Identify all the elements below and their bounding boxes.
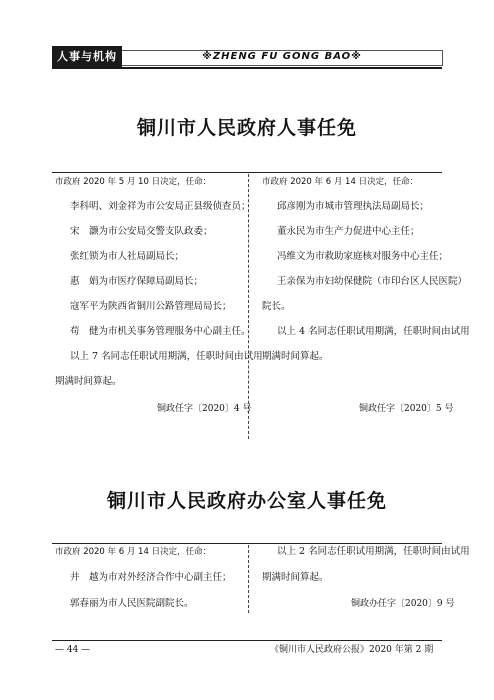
probation-note: 以上 2 名同志任职试用期满，任职时间由试用	[277, 546, 470, 557]
article1-top-rule	[52, 172, 442, 173]
appointment-line: 宋 灏为市公安局交警支队政委；	[70, 226, 213, 237]
appointment-line: 惠 娟为市医疗保障局副局长；	[70, 276, 204, 287]
publication-title: ※ZHENG FU GONG BAO※	[202, 51, 362, 62]
appointment-line: 苟 健为市机关事务管理服务中心副主任。	[70, 326, 251, 337]
article2-title: 铜川市人民政府办公室人事任免	[106, 490, 387, 512]
probation-note-cont: 期满时间算起。	[262, 572, 329, 583]
footer-rule	[52, 640, 442, 641]
appointment-line-cont: 院长。	[262, 301, 291, 312]
journal-name: 《铜川市人民政府公报》2020 年第 2 期	[270, 645, 434, 655]
section-tag: 人事与机构	[52, 46, 122, 68]
article1-title: 铜川市人民政府人事任免	[136, 117, 357, 139]
appointment-line: 张红锁为市人社局副局长；	[70, 251, 185, 262]
article2-left-decision: 市政府 2020 年 6 月 14 日决定，任命：	[55, 547, 212, 557]
appointment-line: 寇军平为陕西省铜川公路管理局局长；	[70, 301, 232, 312]
article2-column-divider	[248, 545, 249, 613]
appointment-line: 邱彦刚为市城市管理执法局副局长；	[277, 201, 430, 212]
article1-left-decision: 市政府 2020 年 5 月 10 日决定，任命：	[55, 177, 212, 187]
article1-right-decision: 市政府 2020 年 6 月 14 日决定，任命：	[262, 177, 419, 187]
appointment-line: 郭春丽为市人民医院副院长。	[70, 598, 194, 609]
appointment-line: 董永民为市生产力促进中心主任；	[277, 226, 420, 237]
probation-note: 以上 7 名同志任职试用期满，任职时间由试用	[70, 351, 263, 362]
document-ref: 铜政任字〔2020〕5 号	[359, 404, 454, 414]
appointment-line: 井 越为市对外经济合作中心副主任；	[70, 572, 232, 583]
article2-top-rule	[52, 543, 442, 544]
probation-note: 以上 4 名同志任职试用期满，任职时间由试用	[277, 326, 470, 337]
appointment-line: 王亲保为市妇幼保健院（市印台区人民医院）	[277, 276, 468, 287]
probation-note-cont: 期满时间算起。	[262, 351, 329, 362]
page-number: — 44 —	[55, 645, 91, 655]
probation-note-cont: 期满时间算起。	[55, 376, 122, 387]
document-ref: 铜政任字〔2020〕4 号	[157, 404, 252, 414]
article1-column-divider	[248, 174, 249, 439]
header-rule	[52, 67, 442, 69]
document-ref: 铜政办任字〔2020〕9 号	[351, 599, 455, 609]
appointment-line: 李科明、刘金祥为市公安局正县级侦查员；	[70, 201, 251, 212]
appointment-line: 冯维文为市救助家庭核对服务中心主任；	[277, 251, 449, 262]
